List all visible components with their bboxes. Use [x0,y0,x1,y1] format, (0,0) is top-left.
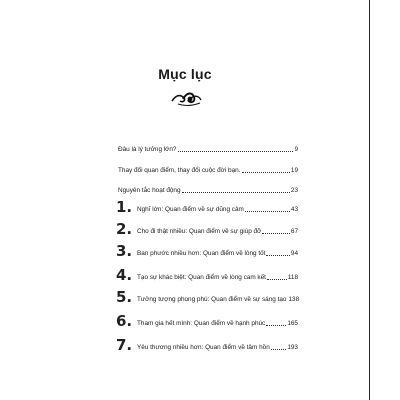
dot-leader [242,172,290,173]
toc-entry-label: Nghĩ lớn: Quan điểm về sự dũng cảm [137,206,244,213]
toc-entry-label: Tạo sự khác biệt: Quan điểm về lòng cam kết [137,274,266,281]
toc-entry-page: 193 [287,344,298,351]
toc-entry[interactable] [118,181,298,195]
chapter-number: 6. [116,312,133,330]
toc-entry-page: 23 [290,187,298,194]
toc-chapter-entry[interactable] [118,338,298,352]
flourish-ornament-icon [170,89,204,107]
toc-chapter-entry[interactable] [118,244,298,258]
toc-entry-label: Đâu là lý tưởng lớn? [118,146,177,153]
toc-entry-label: Tưởng tượng phong phú: Quan điểm về sự sáng tạo [137,296,287,303]
toc-chapter-entry[interactable] [118,290,298,304]
toc-entry-label: Tham gia hết mình: Quan điểm về hạnh phúc [137,320,266,327]
page-title: Mục lục [158,66,212,82]
chapter-number: 3. [116,242,133,260]
chapter-number: 2. [116,220,133,238]
toc-entry-label: Cho đi thật nhiều: Quan điểm về sự giúp đỡ [137,228,262,235]
toc-entry-page: 165 [287,320,298,327]
toc-entry[interactable] [118,140,298,154]
toc-chapter-entry[interactable] [118,222,298,236]
toc-entry-page: 43 [290,206,298,213]
toc-entry-page: 94 [290,250,298,257]
chapter-number: 1. [116,198,133,216]
toc-entry-page: 9 [294,146,298,153]
toc-chapter-entry[interactable] [118,314,298,328]
dot-leader [267,279,287,280]
toc-entry-label: Yêu thương nhiều hơn: Quan điểm về tâm hồn [137,344,270,351]
toc-entry-page: 19 [290,167,298,174]
chapter-number: 5. [116,288,133,306]
toc-entry-label: Thay đổi quan điểm, thay đổi cuộc đời bạn. [118,167,241,174]
dot-leader [266,325,286,326]
toc-entry-page: 67 [290,228,298,235]
dot-leader [266,255,289,256]
toc-chapter-entry[interactable] [118,200,298,214]
toc-entry[interactable] [118,161,298,175]
dot-leader [245,211,290,212]
dot-leader [178,151,294,152]
toc-chapter-entry[interactable] [118,268,298,282]
toc-entry-label: Ban phước nhiều hơn: Quan điểm về lòng tốt [137,250,266,257]
page-edge-line [369,0,370,400]
toc-entry-label: Nguyên tắc hoạt động [118,187,181,194]
dot-leader [262,233,290,234]
chapter-number: 7. [116,336,133,354]
toc-entry-page: 138 [288,296,300,303]
dot-leader [182,192,290,193]
toc-entry-page: 118 [287,274,298,281]
dot-leader [271,349,287,350]
chapter-number: 4. [116,266,133,284]
